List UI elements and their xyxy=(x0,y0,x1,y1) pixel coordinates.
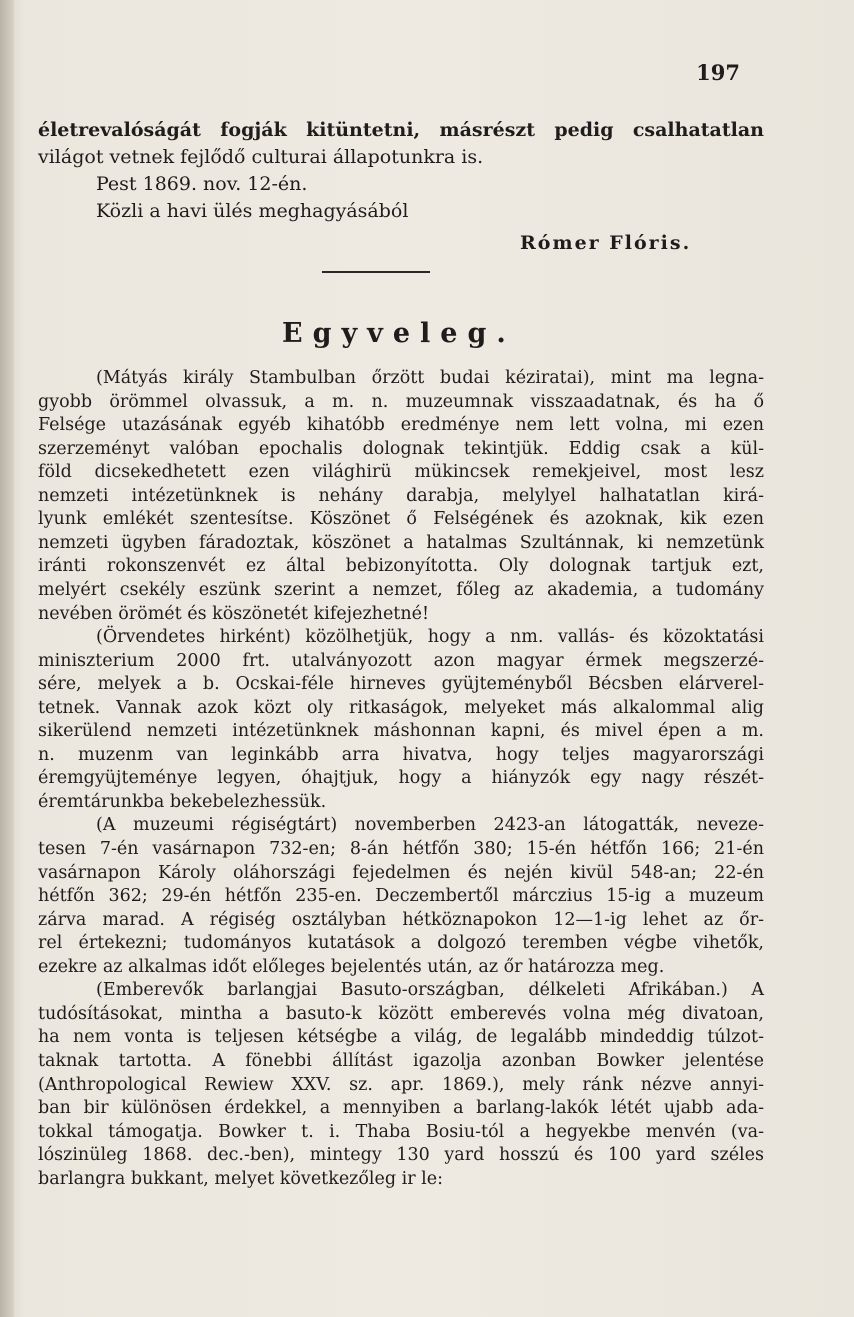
body-line: vasárnapon Károly oláhországi fejedelmen és nején kivül 548-an; 22-én xyxy=(38,862,764,883)
body-text xyxy=(38,366,764,1266)
body-line: sére, melyek a b. Ocskai-féle hirneves gyüjteményből Bécsben elárverel- xyxy=(38,674,764,695)
body-line: gyobb örömmel olvassuk, a m. n. muzeumnak visszaadatnak, és ha ő xyxy=(38,391,764,412)
body-line: (Mátyás király Stambulban őrzött budai kéziratai), mint ma legna- xyxy=(96,368,764,388)
body-line: lószinüleg 1868. dec.-ben), mintegy 130 yard hosszú és 100 yard széles xyxy=(38,1145,764,1166)
body-line: barlangra bukkant, melyet következőleg ir le: xyxy=(38,1168,444,1189)
body-line: ha nem vonta is teljesen kétségbe a világ, de legalább mindeddig túlzot- xyxy=(38,1027,764,1048)
body-line: nemzeti intézetünknek is nehány darabja, melylyel halhatatlan kirá- xyxy=(38,485,764,506)
body-line: lyunk emlékét szentesítse. Köszönet ő Felségének és azoknak, kik ezen xyxy=(38,509,764,530)
body-line: (Anthropological Rewiew XXV. sz. apr. 1869.), mely ránk nézve annyi- xyxy=(38,1074,764,1095)
body-line: föld dicsekedhetett ezen világhirü mükincsek remekjeivel, most lesz xyxy=(38,462,764,483)
body-line: tudósításokat, mintha a basuto-k között emberevés volna még divatoan, xyxy=(38,1003,764,1024)
page-number: 197 xyxy=(696,60,740,85)
body-line: melyért csekély eszünk szerint a nemzet, főleg az akademia, a tudomány xyxy=(38,579,764,600)
commission-line: Közli a havi ülés meghagyásából xyxy=(96,200,409,222)
body-line: miniszterium 2000 frt. utalványozott azon magyar érmek megszerzé- xyxy=(38,650,764,671)
body-line: Felsége utazásának egyéb kihatóbb eredménye nem lett volna, mi ezen xyxy=(38,415,764,436)
body-line: n. muzenm van leginkább arra hivatva, hogy teljes magyarországi xyxy=(38,744,764,765)
body-line: ban bir különösen érdekkel, a mennyiben a barlang-lakók létét ujabb ada- xyxy=(38,1098,764,1119)
body-line: (Örvendetes hirként) közölhetjük, hogy a nm. vallás- és közoktatási xyxy=(96,627,764,648)
book-spine-shadow xyxy=(0,0,14,1317)
body-line: tetnek. Vannak azok közt oly ritkaságok, melyeket más alkalommal alig xyxy=(38,697,764,718)
divider-rule xyxy=(322,271,430,273)
body-line: éremtárunkba bekebelezhessük. xyxy=(38,791,327,812)
body-line: nevében örömét és köszönetét kifejezhetné! xyxy=(38,603,429,624)
body-line: taknak tartotta. A fönebbi állítást igazolja azonban Bowker jelentése xyxy=(38,1050,764,1071)
place-date: Pest 1869. nov. 12-én. xyxy=(96,173,308,195)
body-line: tesen 7-én vasárnapon 732-en; 8-án hétfőn 380; 15-én hétfőn 166; 21-én xyxy=(38,839,764,859)
body-line: rel értekezni; tudományos kutatások a dolgozó teremben végbe vihetők, xyxy=(38,933,764,954)
body-line: iránti rokonszenvét ez által bebizonyította. Oly dolognak tartjuk ezt, xyxy=(38,556,764,577)
header-line: életrevalóságát fogják kitüntetni, másrészt pedig csalhatatlan xyxy=(38,119,764,141)
body-line: zárva marad. A régiség osztályban hétköznapokon 12—1-ig lehet az őr- xyxy=(38,909,764,930)
section-title: Egyveleg. xyxy=(282,318,516,349)
body-line: nemzeti ügyben fáradoztak, köszönet a hatalmas Szultánnak, ki nemzetünk xyxy=(38,532,764,553)
body-line: (Emberevők barlangjai Basuto-országban, délkeleti Afrikában.) A xyxy=(96,980,764,1001)
body-line: sikerülend nemzeti intézetünknek máshonnan kapni, és mivel épen a m. xyxy=(38,721,764,742)
body-line: ezekre az alkalmas időt előleges bejelentés után, az őr határozza meg. xyxy=(38,956,665,977)
body-line: hétfőn 362; 29-én hétfőn 235-en. Deczembertől márczius 15-ig a muzeum xyxy=(38,886,764,907)
body-line: szerzeményt valóban epochalis dolognak tekintjük. Eddig csak a kül- xyxy=(38,438,764,459)
header-line: világot vetnek fejlődő culturai állapotunkra is. xyxy=(38,146,484,168)
body-line: tokkal támogatja. Bowker t. i. Thaba Bosiu-tól a hegyekbe menvén (va- xyxy=(38,1121,764,1142)
body-line: éremgyüjteménye legyen, óhajtjuk, hogy a hiányzók egy nagy részét- xyxy=(38,768,764,789)
body-line: (A muzeumi régiségtárt) novemberben 2423-an látogatták, neveze- xyxy=(96,815,764,836)
author-signature: Rómer Flóris. xyxy=(520,232,692,254)
